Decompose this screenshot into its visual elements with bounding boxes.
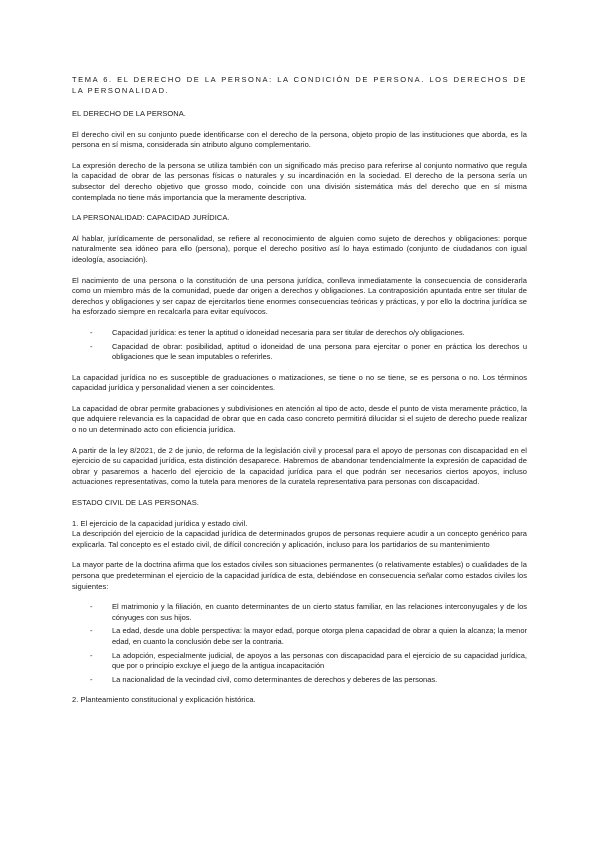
subsection-heading: 2. Planteamiento constitucional y explicación histórica.: [72, 695, 256, 705]
list-item: [90, 602, 527, 623]
paragraph: La expresión derecho de la persona se utiliza también con un significado más preciso para referirse al conjunto normativo que regula la capacidad de obrar de las personas físicas o naturales y su incardinación en la sociedad. El derecho de la persona sería un subsector del derecho objetivo que grosso modo, coincide con una división sistemática más del derecho que en sí misma contemplada no tiene más importancia que la meramente descriptiva.: [72, 160, 527, 202]
bullet-list-estados-civiles: [72, 602, 527, 685]
list-item-text: Capacidad jurídica: es tener la aptitud o idoneidad necesaria para ser titular de derechos o/y obligaciones.: [112, 327, 465, 337]
subsection-heading: 1. El ejercicio de la capacidad jurídica y estado civil.: [72, 518, 248, 528]
list-item-text: El matrimonio y la filiación, en cuanto determinantes de un cierto status familiar, en las relaciones interconyugales y de los cónyuges con sus hijos.: [112, 602, 527, 622]
bullet-marker: -: [90, 626, 93, 636]
paragraph: La capacidad jurídica no es susceptible de graduaciones o matizaciones, se tiene o no se tiene, se es persona o no. Los términos capacidad jurídica y personalidad vienen a ser coincidentes.: [72, 372, 527, 393]
list-item-text: La adopción, especialmente judicial, de apoyos a las personas con discapacidad para el ejercicio de su capacidad jurídica, que por o principio excluye el juego de la antigua incapacitación: [112, 650, 527, 671]
bullet-marker: -: [90, 341, 93, 351]
paragraph: La descripción del ejercicio de la capacidad jurídica de determinados grupos de personas requiere acudir a un concepto genérico para explicarla. Tal concepto es el estado civil, de difícil concreción y aplicación, incluso para los partidarios de su mantenimiento: [72, 529, 527, 549]
section-heading-derecho-persona: EL DERECHO DE LA PERSONA.: [72, 109, 186, 118]
section-heading-personalidad: LA PERSONALIDAD: CAPACIDAD JURÍDICA.: [72, 213, 230, 223]
list-item: [90, 342, 527, 363]
list-item-text: La edad, desde una doble perspectiva: la mayor edad, porque otorga plena capacidad de obrar a quien la alcanza; la menor edad, en cuanto la conclusión debe ser la contraria.: [112, 626, 527, 646]
list-item: [90, 675, 527, 686]
document-title: TEMA 6. EL DERECHO DE LA PERSONA: LA CONDICIÓN DE PERSONA. LOS DERECHOS DE LA PERSONALIDAD.: [72, 75, 527, 95]
bullet-marker: -: [90, 674, 93, 684]
list-item: [90, 328, 527, 339]
list-item-text: La nacionalidad de la vecindad civil, como determinantes de derechos y deberes de las personas.: [112, 674, 438, 684]
bullet-marker: -: [90, 650, 93, 660]
paragraph: La mayor parte de la doctrina afirma que los estados civiles son situaciones permanentes (o relativamente estables) o cualidades de la persona que predeterminan el ejercicio de la capacidad jurídica de esta, debiéndose en consecuencia señalar como estados civiles los siguientes:: [72, 560, 527, 591]
list-item: [90, 651, 527, 672]
bullet-marker: -: [90, 327, 93, 337]
paragraph: La capacidad de obrar permite grabaciones y subdivisiones en atención al tipo de acto, desde el punto de vista meramente práctico, la que adquiere relevancia es la capacidad de obrar que en cada caso concreto permitirá dilucidar si el sujeto de derecho puede realizar o no un determinado acto con eficiencia jurídica.: [72, 403, 527, 435]
paragraph: Al hablar, jurídicamente de personalidad, se refiere al reconocimiento de alguien como sujeto de derechos y obligaciones: porque naturalmente sea idóneo para ello (persona), porque el derecho positivo así lo haya estimado (conjunto de ciudadanos con igual ideología, asociación).: [72, 233, 527, 264]
list-item: [90, 626, 527, 647]
paragraph: El nacimiento de una persona o la constitución de una persona jurídica, conlleva inmediatamente la consecuencia de considerarla como un miembro más de la comunidad, puede dar origen a derechos y obligaciones. La contraposición apuntada entre ser titular de derechos y obligaciones y ser capaz de ejercitarlos tiene enormes consecuencias teóricas y prácticas, y por ello la doctrina jurídica se ha esforzado siempre en recalcarla para evitar equívocos.: [72, 275, 527, 317]
bullet-marker: -: [90, 602, 93, 612]
bullet-list-capacidades: [72, 328, 527, 363]
list-item-text: Capacidad de obrar: posibilidad, aptitud o idoneidad de una persona para ejercitar o poner en práctica los derechos u obligaciones que le sean imputables o referirles.: [112, 341, 527, 362]
section-heading-estado-civil: ESTADO CIVIL DE LAS PERSONAS.: [72, 498, 199, 508]
paragraph: El derecho civil en su conjunto puede identificarse con el derecho de la persona, objeto propio de las instituciones que aborda, es la persona en sí misma, considerada sin atributo alguno complementario.: [72, 129, 527, 150]
paragraph: A partir de la ley 8/2021, de 2 de junio, de reforma de la legislación civil y procesal para el apoyo de personas con discapacidad en el ejercicio de su capacidad jurídica, esta distinción desaparece. Habremos de abandonar tendencialmente la expresión de capacidad de obrar y pasaremos a hacerlo del ejercicio de la capacidad jurídica para el que podrán ser necesarios ciertos apoyos, incluso actuaciones representativas, como la tutela para menores de la curatela representativa para personas con discapacidad.: [72, 445, 527, 487]
